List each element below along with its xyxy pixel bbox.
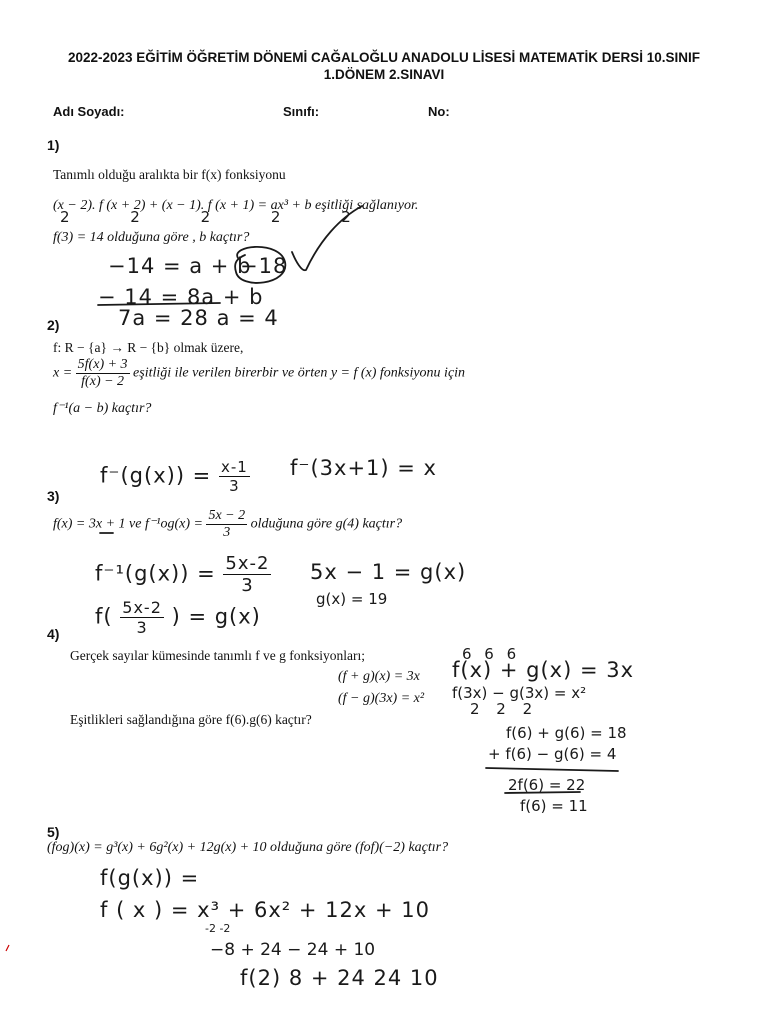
question-3-hw-top1-fraction	[219, 458, 250, 495]
question-3-eq-lhs: f(x) = 3x + 1 ve f⁻¹og(x) =	[53, 516, 203, 532]
question-2-eq-rest: eşitliği ile verilen birerbir ve örten y = f (x) fonksiyonu için	[133, 365, 466, 381]
question-4-question: Eşitlikleri sağlandığına göre f(6).g(6) kaçtır?	[70, 712, 312, 727]
name-label: Adı Soyadı:	[53, 104, 125, 119]
question-3-hw-top1-den: 3	[229, 477, 240, 495]
question-3-number: 3)	[47, 488, 60, 504]
question-4-intro: Gerçek sayılar kümesinde tanımlı f ve g fonksiyonları;	[70, 648, 366, 663]
question-1-handwritten-marks: 2 2 2 2 2	[60, 208, 379, 226]
question-3-hw2-den: 3	[136, 618, 148, 637]
question-5-handwritten-subs: -2 -2	[205, 922, 231, 935]
question-2-eq-lhs: x =	[53, 365, 73, 381]
question-1-equation: (x − 2). f (x + 2) + (x − 1). f (x + 1) = ax³ + b eşitliği sağlanıyor.	[53, 198, 419, 213]
question-3-handwritten-top-2: f⁻(3x+1) = x	[290, 456, 437, 480]
question-4-equation-2: (f − g)(3x) = x²	[338, 691, 425, 706]
question-3-hw-top1-lhs: f⁻(g(x)) =	[100, 463, 212, 488]
question-1-handwritten-line-3: 7a = 28 a = 4	[118, 306, 279, 330]
question-4-handwritten-line-6: f(6) = 11	[520, 797, 588, 815]
question-3-handwritten-line-2	[95, 598, 261, 637]
question-3-equation	[53, 508, 402, 541]
question-3-handwritten-line-4: g(x) = 19	[316, 590, 388, 608]
q4-sum-line	[486, 768, 618, 771]
question-4-handwritten-line-1: f(x) + g(x) = 3x	[452, 658, 635, 682]
question-1-intro: Tanımlı olduğu aralıkta bir f(x) fonksiyonu	[53, 167, 286, 182]
question-2-equation	[53, 357, 465, 390]
question-4-equation-1: (f + g)(x) = 3x	[338, 669, 420, 684]
question-4-handwritten-line-5: 2f(6) = 22	[508, 776, 586, 794]
question-4-hw2-rhs: x²	[571, 684, 587, 702]
question-3-hw1-fraction	[223, 553, 271, 596]
question-3-hw2-lhs: f(	[95, 604, 113, 629]
question-3-handwritten-top-1	[100, 458, 250, 495]
question-3-hw1-den: 3	[241, 575, 254, 596]
question-3-handwritten-line-3: 5x − 1 = g(x)	[310, 560, 467, 584]
number-label: No:	[428, 104, 450, 119]
question-4-number: 4)	[47, 626, 60, 642]
question-5-equation: (fog)(x) = g³(x) + 6g²(x) + 12g(x) + 10 olduğuna göre (fof)(−2) kaçtır?	[47, 840, 449, 855]
question-1-handwritten-line-2: − 14 = 8a + b	[98, 285, 264, 309]
question-5-number: 5)	[47, 824, 60, 840]
question-3-eq-rest: olduğuna göre g(4) kaçtır?	[250, 516, 403, 532]
question-3-hw2-num: 5x-2	[122, 598, 162, 617]
question-5-handwritten-line-2: f ( x ) = x³ + 6x² + 12x + 10	[100, 898, 430, 922]
question-3-hw1-num: 5x-2	[225, 553, 270, 574]
class-label: Sınıfı:	[283, 104, 320, 119]
exam-title-line-2: 1.DÖNEM 2.SINAVI	[323, 67, 445, 82]
question-2-domain: f: R − {a} → R − {b} olmak üzere,	[53, 340, 244, 355]
question-4-hw2-lhs: f(3x) − g(3x) =	[452, 684, 567, 702]
question-5-handwritten-line-1: f(g(x)) =	[100, 866, 200, 890]
question-5-handwritten-line-4: f(2) 8 + 24 24 10	[240, 966, 439, 990]
question-4-handwritten-top: 6 6 6	[462, 645, 521, 663]
question-1-handwritten-line-1: −14 = a + b	[108, 254, 252, 278]
question-1-handwritten-answer: −18	[240, 254, 288, 278]
question-1-number: 1)	[47, 137, 60, 153]
question-4-handwritten-sub: 2 2 2	[470, 700, 539, 718]
question-2-number: 2)	[47, 317, 60, 333]
margin-mark	[6, 945, 9, 951]
question-3-fraction	[206, 508, 247, 541]
question-3-handwritten-line-1	[95, 553, 271, 596]
question-4-handwritten-line-3: f(6) + g(6) = 18	[506, 724, 627, 742]
question-3-hw1-lhs: f⁻¹(g(x)) =	[95, 561, 216, 586]
question-3-hw2-rhs: ) = g(x)	[171, 604, 261, 629]
question-5-handwritten-line-3: −8 + 24 − 24 + 10	[210, 940, 376, 960]
question-2-fraction-numerator: 5f(x) + 3	[77, 357, 128, 372]
question-3-fraction-denominator: 3	[223, 525, 231, 540]
exam-title-line-1: 2022-2023 EĞİTİM ÖĞRETİM DÖNEMİ CAĞALOĞLU ANADOLU LİSESİ MATEMATİK DERSİ 10.SINIF	[67, 50, 701, 65]
question-3-fraction-numerator: 5x − 2	[208, 508, 246, 523]
question-4-handwritten-line-4: + f(6) − g(6) = 4	[488, 745, 617, 763]
question-3-hw-top1-num: x-1	[220, 458, 248, 476]
question-2-question: f⁻¹(a − b) kaçtır?	[53, 401, 152, 416]
question-2-fraction-denominator: f(x) − 2	[81, 374, 125, 389]
question-3-hw2-fraction	[120, 598, 164, 637]
question-2-fraction	[76, 357, 130, 390]
question-1-question: f(3) = 14 olduğuna göre , b kaçtır?	[53, 230, 250, 245]
